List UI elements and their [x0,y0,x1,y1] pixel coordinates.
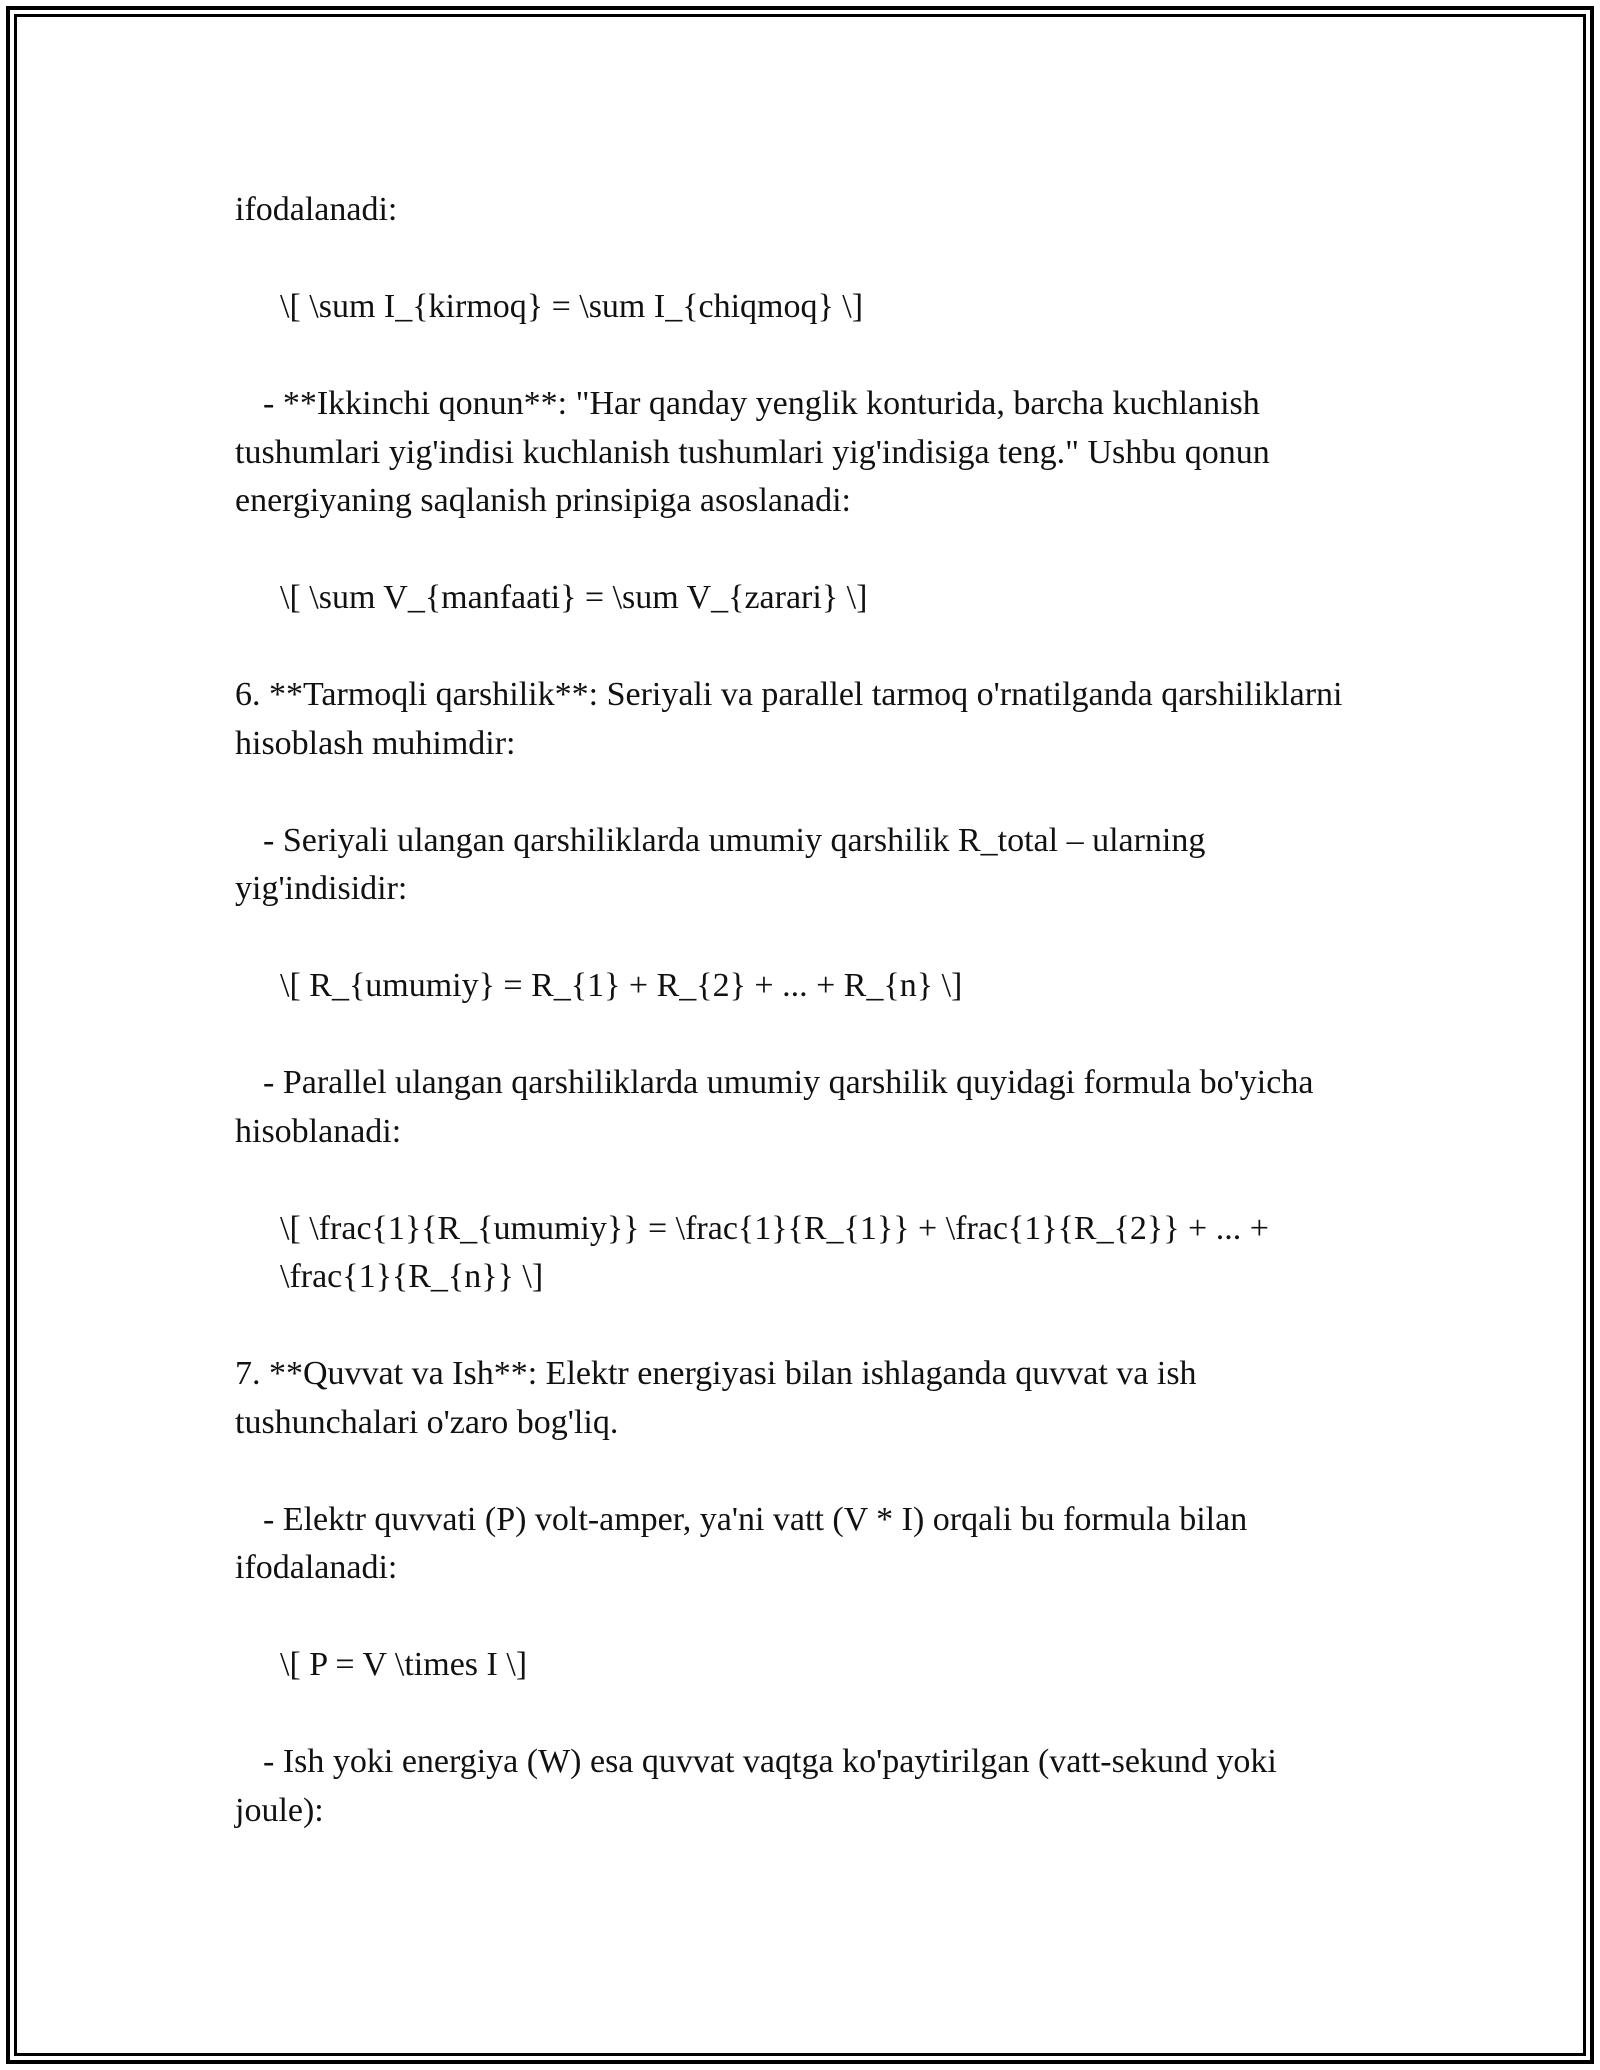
document-body [235,186,1365,1884]
bullet-series-resistance: - Seriyali ulangan qarshiliklarda umumiy qarshilik R_total – ularning yig'indisidir: [235,821,1214,907]
formula-power: \[ P = V \times I \] [280,1646,528,1683]
bullet-parallel-resistance: - Parallel ulangan qarshiliklarda umumiy qarshilik quyidagi formula bo'yicha hisoblanadi: [235,1064,1322,1150]
paragraph-text: ifodalanadi: [235,191,398,228]
formula-series-resistance: \[ R_{umumiy} = R_{1} + R_{2} + ... + R_{n} \] [280,967,963,1004]
bullet-second-law: - **Ikkinchi qonun**: "Har qanday yenglik konturida, barcha kuchlanish tushumlari yig'indisi kuchlanish tushumlari yig'indisiga teng." Ushbu qonun energiyaning saqlanish prinsipiga asoslanadi: [235,385,1279,519]
bullet-power: - Elektr quvvati (P) volt-amper, ya'ni vatt (V * I) orqali bu formula bilan ifodalanadi: [235,1500,1256,1586]
formula-kirchhoff-current: \[ \sum I_{kirmoq} = \sum I_{chiqmoq} \] [280,288,864,325]
numbered-item-6: 6. **Tarmoqli qarshilik**: Seriyali va parallel tarmoq o'rnatilganda qarshiliklarni hisoblash muhimdir: [235,676,1352,762]
numbered-item-7: 7. **Quvvat va Ish**: Elektr energiyasi bilan ishlaganda quvvat va ish tushunchalari o'zaro bog'liq. [235,1355,1206,1441]
formula-parallel-resistance: \[ \frac{1}{R_{umumiy}} = \frac{1}{R_{1}} + \frac{1}{R_{2}} + ... + \frac{1}{R_{n}} \] [280,1209,1278,1295]
formula-kirchhoff-voltage: \[ \sum V_{manfaati} = \sum V_{zarari} \] [280,579,868,616]
bullet-energy: - Ish yoki energiya (W) esa quvvat vaqtga ko'paytirilgan (vatt-sekund yoki joule): [235,1743,1286,1829]
